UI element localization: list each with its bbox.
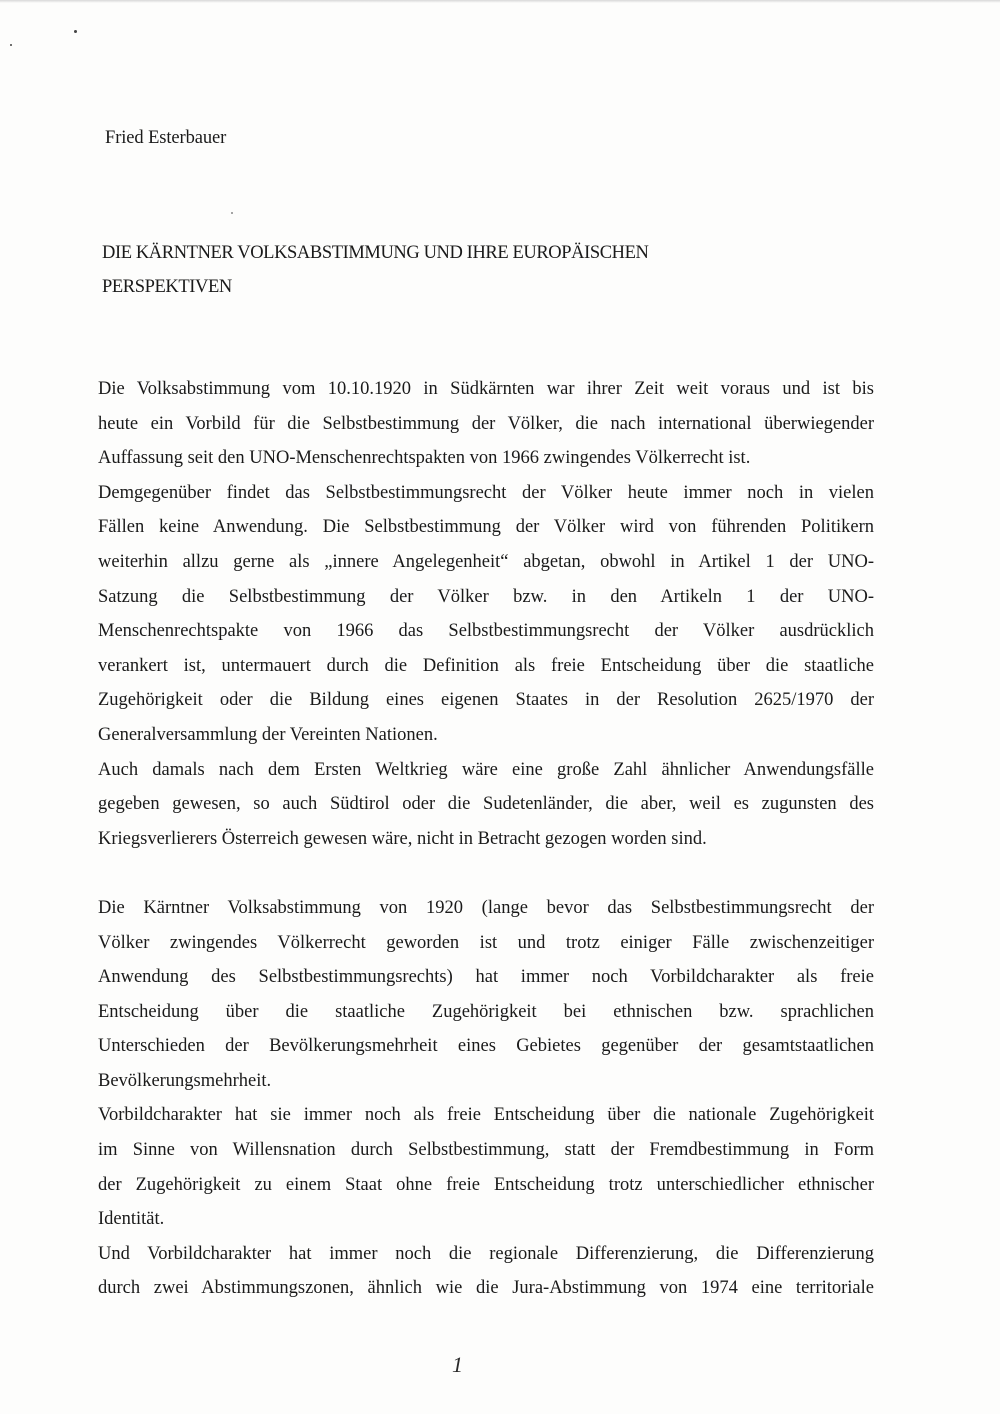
text-line: Satzung die Selbstbestimmung der Völker bzw. in den Artikeln 1 der UNO- xyxy=(98,586,874,607)
text-line: Generalversammlung der Vereinten Nationen. xyxy=(98,724,438,745)
paragraph xyxy=(98,753,874,857)
text-line: Demgegenüber findet das Selbstbestimmungsrecht der Völker heute immer noch in vielen xyxy=(98,482,874,503)
text-line: Unterschieden der Bevölkerungsmehrheit eines Gebietes gegenüber der gesamtstaatlichen xyxy=(98,1036,874,1057)
text-line: Entscheidung über die staatliche Zugehörigkeit bei ethnischen bzw. sprachlichen xyxy=(98,1001,874,1022)
text-line: Fällen keine Anwendung. Die Selbstbestimmung der Völker wird von führenden Politikern xyxy=(98,517,874,538)
text-line: Die Volksabstimmung vom 10.10.1920 in Südkärnten war ihrer Zeit weit voraus und ist bis xyxy=(98,379,874,399)
author-name: Fried Esterbauer xyxy=(105,128,227,148)
text-line: der Zugehörigkeit zu einem Staat ohne freie Entscheidung trotz unterschiedlicher ethnischer xyxy=(98,1174,874,1195)
paragraph xyxy=(98,1098,874,1236)
text-line: Kriegsverlierers Österreich gewesen wäre, nicht in Betracht gezogen worden sind. xyxy=(98,828,707,849)
text-line: Auch damals nach dem Ersten Weltkrieg wäre eine große Zahl ähnlicher Anwendungsfälle xyxy=(98,759,874,780)
paragraph xyxy=(98,476,874,753)
page-number: 1 xyxy=(452,1352,463,1377)
text-line: Vorbildcharakter hat sie immer noch als freie Entscheidung über die nationale Zugehörigkeit xyxy=(98,1105,874,1126)
scan-speck xyxy=(74,30,77,33)
text-line: Auffassung seit den UNO-Menschenrechtspakten von 1966 zwingendes Völkerrecht ist. xyxy=(98,448,751,469)
text-line: Und Vorbildcharakter hat immer noch die regionale Differenzierung, die Differenzierung xyxy=(98,1243,874,1264)
text-line: verankert ist, untermauert durch die Definition als freie Entscheidung über die staatliche xyxy=(98,655,874,676)
text-line: gegeben gewesen, so auch Südtirol oder die Sudetenländer, die aber, weil es zugunsten des xyxy=(98,794,874,815)
text-line: Anwendung des Selbstbestimmungsrechts) hat immer noch Vorbildcharakter als freie xyxy=(98,967,874,988)
title-line: DIE KÄRNTNER VOLKSABSTIMMUNG UND IHRE EUROPÄISCHEN xyxy=(102,243,649,263)
text-line: Identität. xyxy=(98,1209,165,1230)
paragraph xyxy=(98,891,874,1099)
scan-speck xyxy=(231,212,233,214)
text-line: Völker zwingendes Völkerrecht geworden ist und trotz einiger Fälle zwischenzeitiger xyxy=(98,932,874,953)
document-body xyxy=(98,372,874,1306)
document-title xyxy=(102,236,822,304)
text-line: Bevölkerungsmehrheit. xyxy=(98,1070,272,1091)
text-line: durch zwei Abstimmungszonen, ähnlich wie die Jura-Abstimmung von 1974 eine territoriale xyxy=(98,1278,874,1299)
text-line: Die Kärntner Volksabstimmung von 1920 (lange bevor das Selbstbestimmungsrecht der xyxy=(98,897,874,918)
text-line: heute ein Vorbild für die Selbstbestimmung der Völker, die nach international überwiegender xyxy=(98,413,874,434)
scan-edge xyxy=(0,0,1000,3)
text-line: weiterhin allzu gerne als „innere Angelegenheit“ abgetan, obwohl in Artikel 1 der UNO- xyxy=(98,551,874,572)
paragraph-gap xyxy=(98,856,874,891)
paragraph xyxy=(98,372,874,476)
paragraph xyxy=(98,1237,874,1306)
title-line: PERSPEKTIVEN xyxy=(102,277,232,297)
text-line: Zugehörigkeit oder die Bildung eines eigenen Staates in der Resolution 2625/1970 der xyxy=(98,690,874,711)
text-line: Menschenrechtspakte von 1966 das Selbstbestimmungsrecht der Völker ausdrücklich xyxy=(98,621,874,642)
scan-speck xyxy=(10,44,12,46)
text-line: im Sinne von Willensnation durch Selbstbestimmung, statt der Fremdbestimmung in Form xyxy=(98,1140,874,1161)
